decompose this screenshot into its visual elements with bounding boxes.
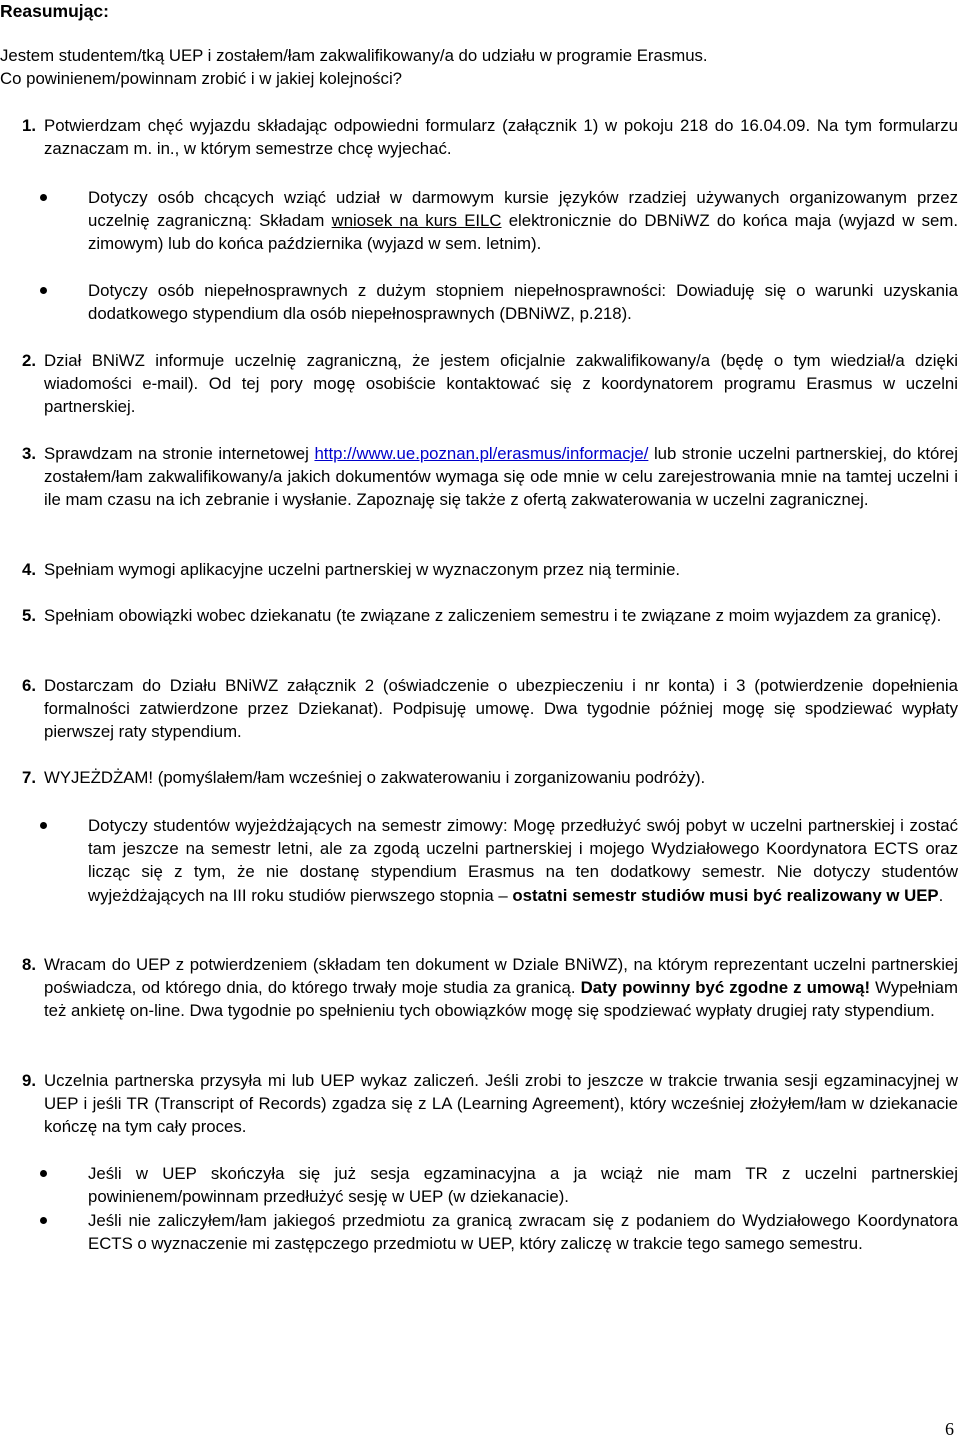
step-text: Potwierdzam chęć wyjazdu składając odpowiedni formularz (załącznik 1) w pokoju 218 do 16.04.09. Na tym formularzu zaznaczam m. in., w którym semestrze chcę wyjechać. xyxy=(44,116,958,159)
bullet-icon xyxy=(40,1217,47,1224)
step-text: WYJEŻDŻAM! (pomyślałem/łam wcześniej o zakwaterowaniu i zorganizowaniu podróży). xyxy=(44,768,706,787)
intro-line-1: Jestem studentem/tką UEP i zostałem/łam zakwalifikowany/a do udziału w programie Erasmus. xyxy=(0,46,708,65)
step-text: Wracam do UEP z potwierdzeniem (składam ten dokument w Dziale BNiWZ), na którym reprezentant uczelni partnerskiej poświadcza, od którego dnia, do którego trwały moje studia za granicą. Daty powinny być zgodne z umową! Wypełniam też ankietę on-line. Dwa tygodnie po spełnieniu tych obowiązków mogę się spodziewać wypłaty drugiej raty stypendium. xyxy=(44,955,958,1021)
step-number: 7. xyxy=(22,768,36,787)
step-number: 2. xyxy=(22,351,36,370)
step-text: Dostarczam do Działu BNiWZ załącznik 2 (oświadczenie o ubezpieczeniu i nr konta) i 3 (potwierdzenie dopełnienia formalności zatwierdzone przez Dziekanat). Podpisuję umowę. Dwa tygodnie później mogę się spodziewać wypłaty pierwszej raty stypendium. xyxy=(44,676,958,742)
step-number: 3. xyxy=(22,444,36,463)
bullet-text: Dotyczy osób chcących wziąć udział w darmowym kursie języków rzadziej używanych organizowanym przez uczelnię zagraniczną: Składam wniosek na kurs EILC elektronicznie do DBNiWZ do końca maja (wyjazd w sem. zimowym) lub do końca października (wyjazd w sem. letnim). xyxy=(88,188,959,254)
step-number: 8. xyxy=(22,955,36,974)
step-text: Dział BNiWZ informuje uczelnię zagraniczną, że jestem oficjalnie zakwalifikowany/a (będę o tym wiedział/a dzięki wiadomości e-mail). Od tej pory mogę osobiście kontaktować się z koordynatorem programu Erasmus w uczelni partnerskiej. xyxy=(44,351,958,417)
step-number: 6. xyxy=(22,676,36,695)
step-text: Uczelnia partnerska przysyła mi lub UEP wykaz zaliczeń. Jeśli zrobi to jeszcze w trakcie trwania sesji egzaminacyjnej w UEP i jeśli TR (Transcript of Records) zgadza się z LA (Learning Agreement), który wcześniej złożyłem/łam w dziekanacie kończę na tym cały proces. xyxy=(44,1071,958,1137)
step-text: Sprawdzam na stronie internetowej http://www.ue.poznan.pl/erasmus/informacje/ lub stronie uczelni partnerskiej, do której zostałem/łam zakwalifikowany/a jakich dokumentów wymaga się ode mnie w celu zarejestrowania mnie na tamtej uczelni i ile mam czasu na ich zebranie i wysłanie. Zapoznaję się także z ofertą zakwaterowania w uczelni zagranicznej. xyxy=(44,444,958,510)
page-number: 6 xyxy=(945,1419,954,1439)
intro-paragraph xyxy=(0,44,958,90)
step-text: Spełniam obowiązki wobec dziekanatu (te związane z zaliczeniem semestru i te związane z moim wyjazdem za granicę). xyxy=(44,606,942,625)
bullet-icon xyxy=(40,1170,47,1177)
step-number: 4. xyxy=(22,560,36,579)
bullet-text: Dotyczy osób niepełnosprawnych z dużym stopniem niepełnosprawności: Dowiaduję się o warunki uzyskania dodatkowego stypendium dla osób niepełnosprawnych (DBNiWZ, p.218). xyxy=(88,281,958,324)
bullet-text: Jeśli w UEP skończyła się już sesja egzaminacyjna a ja wciąż nie mam TR z uczelni partnerskiej powinienem/powinnam przedłużyć sesję w UEP (w dziekanacie). xyxy=(88,1164,958,1207)
bullet-icon xyxy=(40,287,47,294)
intro-line-2: Co powinienem/powinnam zrobić i w jakiej kolejności? xyxy=(0,69,403,89)
erasmus-info-link[interactable]: http://www.ue.poznan.pl/erasmus/informacje/ xyxy=(314,444,649,463)
bullet-text: Dotyczy studentów wyjeżdżających na semestr zimowy: Mogę przedłużyć swój pobyt w uczelni partnerskiej i zostać tam jeszcze na semestr letni, ale za zgodą uczelni partnerskiej i mojego Wydziałowego Koordynatora ECTS oraz licząc się z tym, że nie dostanę stypendium Erasmus na ten dodatkowy semestr. Nie dotyczy studentów wyjeżdżających na III roku studiów pierwszego stopnia – ostatni semestr studiów musi być realizowany w UEP. xyxy=(88,816,958,905)
bullet-text: Jeśli nie zaliczyłem/łam jakiegoś przedmiotu za granicą zwracam się z podaniem do Wydziałowego Koordynatora ECTS o wyznaczenie mi zastępczego przedmiotu w UEP, który zaliczę w trakcie tego samego semestru. xyxy=(88,1211,958,1254)
eilc-application-link[interactable]: wniosek na kurs EILC xyxy=(331,211,502,231)
step-number: 5. xyxy=(22,606,36,625)
bullet-icon xyxy=(40,194,47,201)
step-number: 1. xyxy=(22,116,36,135)
step-number: 9. xyxy=(22,1071,36,1090)
bullet-icon xyxy=(40,822,47,829)
document-heading: Reasumując: xyxy=(0,1,109,21)
step-text: Spełniam wymogi aplikacyjne uczelni partnerskiej w wyznaczonym przez nią terminie. xyxy=(44,560,681,579)
